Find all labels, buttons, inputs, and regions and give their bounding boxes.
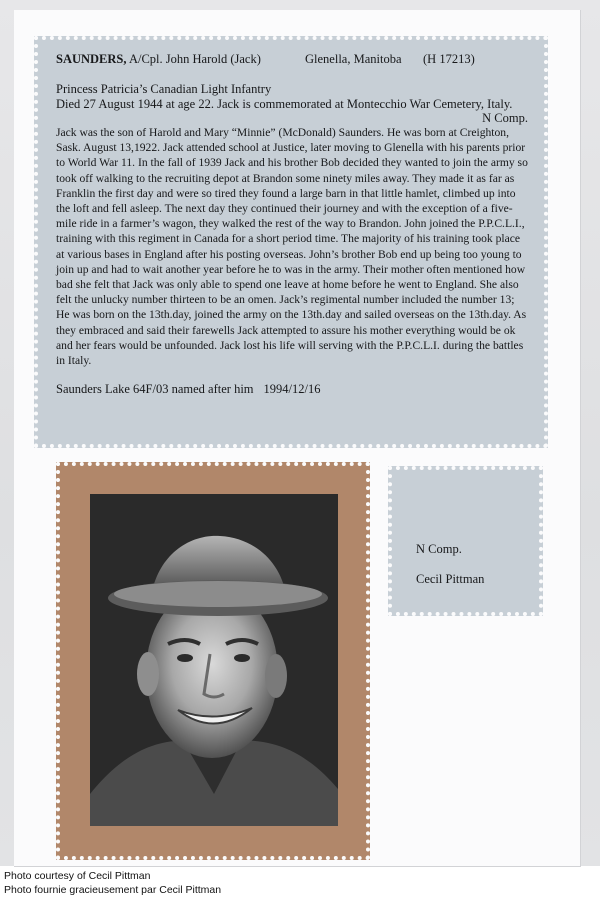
- biography-card: [34, 36, 548, 448]
- photo-credit-card: [388, 466, 543, 616]
- credit-compiler-note: N Comp.: [416, 542, 462, 556]
- caption-french: Photo fournie gracieusement par Cecil Pittman: [4, 884, 222, 896]
- header-line: [56, 52, 530, 69]
- portrait-illustration: [90, 494, 338, 826]
- death-notice: Died 27 August 1944 at age 22. Jack is commemorated at Montecchio War Cemetery, Italy.: [56, 97, 513, 111]
- caption-english: Photo courtesy of Cecil Pittman: [4, 870, 151, 882]
- life-story: [56, 125, 530, 368]
- credit-name: Cecil Pittman: [416, 572, 485, 586]
- rank-and-name: A/Cpl. John Harold (Jack): [126, 52, 261, 66]
- geographic-naming: [56, 382, 530, 397]
- hometown: Glenella, Manitoba: [305, 52, 402, 66]
- compiler-note: N Comp.: [482, 111, 528, 125]
- story-paragraph: Jack was the son of Harold and Mary “Minnie” (McDonald) Saunders. He was born at Creighton, Sask. August 13,1922. Jack attended school at Justice, later moving to Glenella with his parents prior to World War 11. In the fall of 1939 Jack and his brother Bob decided they wanted to join the army so took off walking to the recruiting depot at Brandon some ninety miles away. They made it as far as Franklin the first day and were so tired they found a large barn in that little hamlet, climbed up into the loft and fell asleep. The next day they continued their journey and with the exception of a five- mile ride in a farmer’s wagon, they walked the rest of the way to Brandon. John joined the P.P.C.L.I., training with this regiment in Canada for a short period time. The majority of his training took place at various bases in England after his posting overseas. John’s brother Bob end up being too young to join up and had to wait another year before he to was in the army. Their mother often mentioned how bad she felt that Jack was only able to spend one leave at home before he went to England. She also felt the unlucky number thirteen to be an omen. Jack’s regimental number included the number 13; He was born on the 13th.day, joined the army on the 13th.day and sailed overseas on the 13th.day. As they embraced and said their farewells Jack attempted to assure his mother everything would be ok and her fears would be unfounded. Jack lost his life will serving with the P.P.C.L.I. during the battles in Italy.: [56, 126, 528, 368]
- photo-caption: [4, 869, 221, 897]
- record-code: (H 17213): [423, 52, 475, 66]
- lake-naming: Saunders Lake 64F/03 named after him: [56, 382, 254, 397]
- photo-mat: [56, 462, 370, 860]
- soldier-portrait-photo: [90, 494, 338, 826]
- naming-date: 1994/12/16: [263, 382, 321, 397]
- regiment: Princess Patricia’s Canadian Light Infantry: [56, 82, 272, 96]
- biography-text: [56, 52, 530, 397]
- surname: SAUNDERS,: [56, 52, 127, 66]
